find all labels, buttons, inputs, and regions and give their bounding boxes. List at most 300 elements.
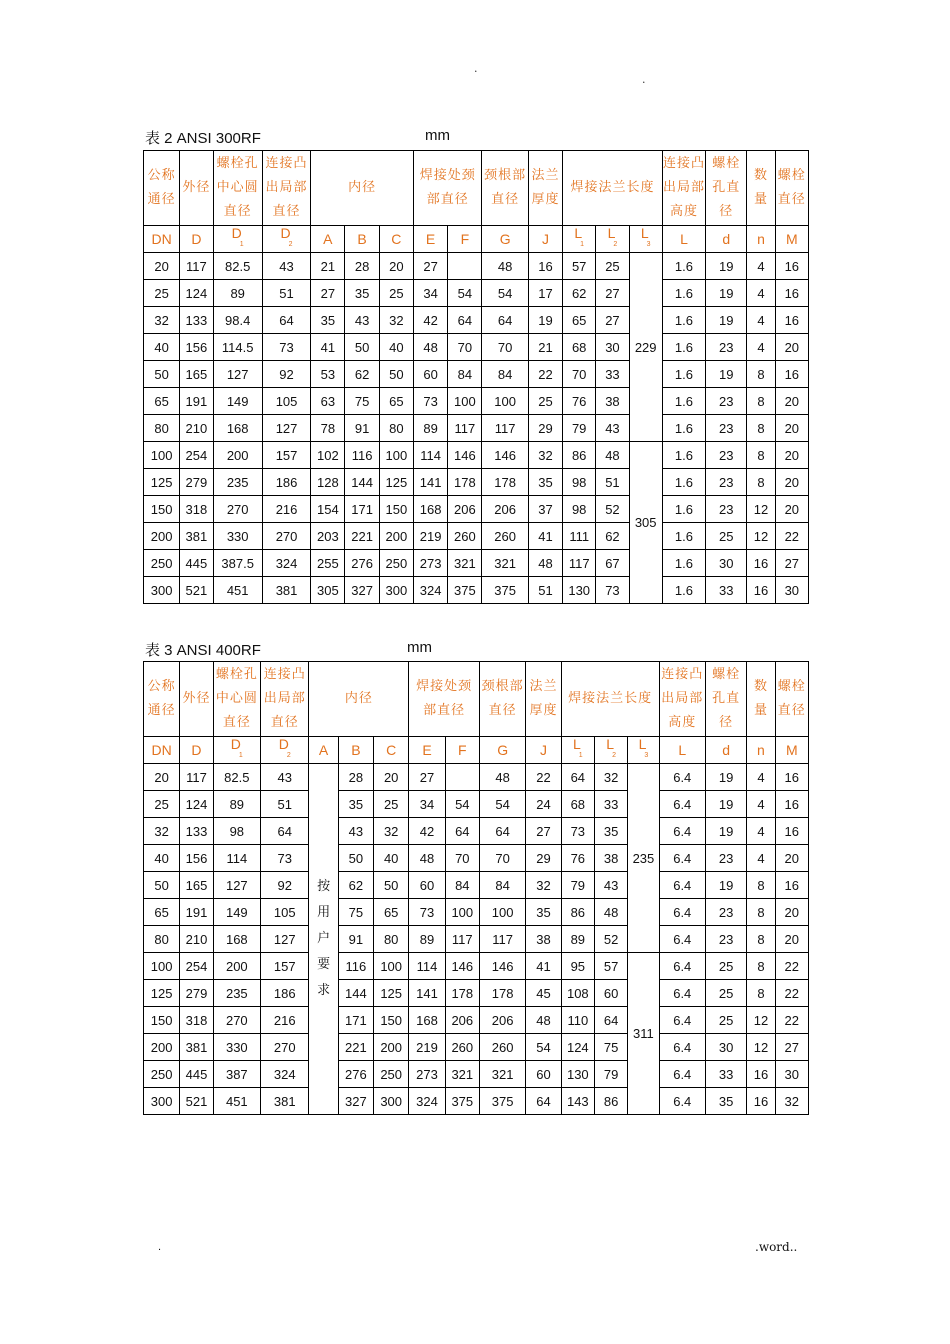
table-cell: 51	[596, 469, 629, 496]
table2-header-row	[144, 151, 809, 226]
table-row	[144, 818, 809, 845]
table-cell: 6.4	[659, 980, 705, 1007]
table-cell: 260	[448, 523, 482, 550]
table-cell: 60	[413, 361, 447, 388]
table-cell: 171	[345, 496, 379, 523]
table-cell: 191	[180, 899, 213, 926]
table-cell: 64	[262, 307, 310, 334]
table-cell: 43	[261, 764, 309, 791]
table-cell: 445	[180, 550, 213, 577]
table-row	[144, 845, 809, 872]
table-cell: 60	[594, 980, 627, 1007]
table-cell: 445	[180, 1061, 213, 1088]
table-cell: 32	[374, 818, 409, 845]
table-cell: 165	[180, 872, 213, 899]
symbol-d2: $D_2$	[261, 737, 309, 764]
table2-symbol-row	[144, 226, 809, 253]
table-cell: 23	[705, 845, 746, 872]
table-cell: 125	[374, 980, 409, 1007]
table-cell: 8	[747, 361, 775, 388]
table-cell: 255	[311, 550, 345, 577]
header-nominal-bore: 公称通径	[144, 151, 180, 226]
table-cell: 324	[262, 550, 310, 577]
table-cell: 20	[775, 899, 808, 926]
table-cell: 117	[180, 253, 213, 280]
table-cell: 6.4	[659, 926, 705, 953]
header-bolt-circle-diameter: 螺栓孔中心圆直径	[213, 151, 262, 226]
header-raised-face-diameter: 连接凸出局部直径	[262, 151, 310, 226]
table-cell: 73	[413, 388, 447, 415]
table-cell: 102	[311, 442, 345, 469]
table-cell: 321	[479, 1061, 525, 1088]
table-row	[144, 307, 809, 334]
table-cell: 25	[144, 791, 180, 818]
table-cell: 12	[747, 1007, 775, 1034]
table-cell: 50	[144, 872, 180, 899]
table-cell: 16	[747, 550, 775, 577]
table-cell: 279	[180, 980, 213, 1007]
table-cell: 50	[144, 361, 180, 388]
table-cell: 62	[563, 280, 596, 307]
table-cell: 20	[775, 442, 808, 469]
table-cell: 64	[448, 307, 482, 334]
table-cell: 57	[563, 253, 596, 280]
table-cell: 48	[482, 253, 528, 280]
table-cell: 34	[409, 791, 445, 818]
header-inner-diameter: 内径	[309, 662, 409, 737]
table-cell: 178	[482, 469, 528, 496]
table-row	[144, 361, 809, 388]
table-cell: 8	[747, 899, 775, 926]
table-row	[144, 280, 809, 307]
table-cell: 73	[561, 818, 594, 845]
table-cell: 200	[144, 523, 180, 550]
table-cell: 146	[445, 953, 479, 980]
table-cell: 260	[445, 1034, 479, 1061]
table-cell: 4	[747, 334, 775, 361]
table-cell: 327	[345, 577, 379, 604]
table-cell: 6.4	[659, 845, 705, 872]
table-cell: 327	[338, 1088, 373, 1115]
header-raised-face-diameter: 连接凸出局部直径	[261, 662, 309, 737]
table-cell: 270	[213, 496, 262, 523]
table-cell: 23	[706, 415, 747, 442]
table-row	[144, 388, 809, 415]
symbol-d: D	[180, 737, 213, 764]
table-cell: 30	[706, 550, 747, 577]
table-cell: 51	[528, 577, 562, 604]
table-cell: 51	[261, 791, 309, 818]
table-cell: 35	[594, 818, 627, 845]
table-cell: 43	[262, 253, 310, 280]
table-cell: 1.6	[662, 361, 705, 388]
table-cell: 30	[775, 577, 808, 604]
table-cell: 30	[596, 334, 629, 361]
table-cell: 23	[706, 469, 747, 496]
table-cell: 133	[180, 818, 213, 845]
table-cell: 80	[374, 926, 409, 953]
table-cell: 254	[180, 442, 213, 469]
table-cell: 6.4	[659, 1034, 705, 1061]
table-cell: 300	[144, 1088, 180, 1115]
table-cell: 273	[413, 550, 447, 577]
table-cell: 178	[448, 469, 482, 496]
symbol-dn: DN	[144, 737, 180, 764]
table-cell: 32	[144, 307, 180, 334]
table-cell: 54	[526, 1034, 561, 1061]
table-cell: 89	[213, 791, 260, 818]
table-cell: 117	[482, 415, 528, 442]
table-cell: 521	[180, 577, 213, 604]
table-cell: 250	[379, 550, 413, 577]
table-cell: 22	[526, 764, 561, 791]
table-cell: 381	[180, 523, 213, 550]
table-cell: 4	[747, 764, 775, 791]
table-cell: 206	[479, 1007, 525, 1034]
table-cell: 110	[561, 1007, 594, 1034]
table-cell: 321	[448, 550, 482, 577]
table-cell: 330	[213, 523, 262, 550]
table-cell: 98	[213, 818, 260, 845]
table-row	[144, 577, 809, 604]
symbol-c: C	[379, 226, 413, 253]
symbol-a: A	[309, 737, 338, 764]
table-cell: 186	[261, 980, 309, 1007]
table-cell: 260	[482, 523, 528, 550]
table-cell: 91	[338, 926, 373, 953]
table-cell: 150	[144, 496, 180, 523]
table-cell: 146	[479, 953, 525, 980]
table-cell: 64	[594, 1007, 627, 1034]
table-cell: 250	[144, 1061, 180, 1088]
table-cell: 80	[144, 415, 180, 442]
table-cell: 27	[596, 307, 629, 334]
table-cell: 62	[338, 872, 373, 899]
table-cell: 32	[594, 764, 627, 791]
table-cell: 12	[747, 496, 775, 523]
table-cell: 37	[528, 496, 562, 523]
table-cell: 48	[596, 442, 629, 469]
table-cell: 4	[747, 307, 775, 334]
table-cell: 80	[379, 415, 413, 442]
table-cell: 52	[596, 496, 629, 523]
header-raised-face-height: 连接凸出局部高度	[659, 662, 705, 737]
table-cell: 125	[144, 980, 180, 1007]
table-cell: 92	[262, 361, 310, 388]
header-quantity: 数量	[747, 151, 775, 226]
table-cell: 105	[262, 388, 310, 415]
table-cell: 86	[594, 1088, 627, 1115]
table-cell: 330	[213, 1034, 260, 1061]
table-cell: 64	[445, 818, 479, 845]
table-cell: 65	[144, 388, 180, 415]
table-cell: 321	[482, 550, 528, 577]
table-cell: 43	[338, 818, 373, 845]
table-cell: 23	[706, 496, 747, 523]
header-bolt-circle-diameter: 螺栓孔中心圆直径	[213, 662, 260, 737]
table-cell: 65	[374, 899, 409, 926]
table-cell: 19	[705, 764, 746, 791]
table-cell: 38	[594, 845, 627, 872]
table-cell: 91	[345, 415, 379, 442]
table-cell: 1.6	[662, 442, 705, 469]
table-cell: 34	[413, 280, 447, 307]
table-cell: 86	[563, 442, 596, 469]
table-cell: 19	[705, 872, 746, 899]
table-cell: 54	[479, 791, 525, 818]
table-cell: 186	[262, 469, 310, 496]
footer-left-mark: .	[158, 1241, 162, 1253]
table-cell: 8	[747, 953, 775, 980]
table-cell: 16	[775, 280, 808, 307]
symbol-b: B	[345, 226, 379, 253]
symbol-l: L	[659, 737, 705, 764]
table-cell: 1.6	[662, 307, 705, 334]
l3-merged-cell: 311	[628, 953, 659, 1115]
table-cell: 216	[261, 1007, 309, 1034]
table-cell: 276	[338, 1061, 373, 1088]
table-cell: 12	[747, 1034, 775, 1061]
table-row	[144, 791, 809, 818]
symbol-c: C	[374, 737, 409, 764]
table-cell: 73	[409, 899, 445, 926]
table-cell: 54	[448, 280, 482, 307]
symbol-d2: $D_2$	[262, 226, 310, 253]
table-cell: 23	[705, 926, 746, 953]
table-cell: 16	[528, 253, 562, 280]
table-cell: 168	[409, 1007, 445, 1034]
table-cell: 200	[213, 953, 260, 980]
table-cell: 20	[144, 764, 180, 791]
table-cell: 78	[311, 415, 345, 442]
table-cell: 89	[213, 280, 262, 307]
header-mark-1: .	[474, 62, 478, 75]
table-cell: 100	[479, 899, 525, 926]
table-cell: 22	[775, 980, 808, 1007]
table-cell: 273	[409, 1061, 445, 1088]
table-cell: 117	[479, 926, 525, 953]
table-cell: 200	[379, 523, 413, 550]
table-cell: 35	[338, 791, 373, 818]
table-cell: 206	[445, 1007, 479, 1034]
table-cell: 114	[409, 953, 445, 980]
table-cell: 65	[563, 307, 596, 334]
table-cell: 79	[561, 872, 594, 899]
table-cell: 35	[345, 280, 379, 307]
header-nominal-bore: 公称通径	[144, 662, 180, 737]
table-cell: 127	[213, 361, 262, 388]
table-cell: 16	[775, 307, 808, 334]
table-cell: 35	[705, 1088, 746, 1115]
header-outer-diameter: 外径	[180, 662, 213, 737]
table3-title: 表 3 ANSI 400RF	[145, 642, 261, 659]
table-cell: 29	[528, 415, 562, 442]
table2-unit: mm	[425, 127, 450, 144]
table-cell: 324	[261, 1061, 309, 1088]
table-cell: 32	[528, 442, 562, 469]
table-cell: 6.4	[659, 791, 705, 818]
table-cell: 100	[448, 388, 482, 415]
table-cell: 4	[747, 845, 775, 872]
table-cell: 157	[262, 442, 310, 469]
table-cell: 146	[482, 442, 528, 469]
table2	[143, 150, 809, 604]
table-cell: 125	[144, 469, 180, 496]
table-cell: 1.6	[662, 523, 705, 550]
table-cell: 210	[180, 926, 213, 953]
symbol-f: F	[445, 737, 479, 764]
symbol-d1: $D_1$	[213, 226, 262, 253]
table-cell: 100	[379, 442, 413, 469]
symbol-e: E	[413, 226, 447, 253]
table-cell: 75	[338, 899, 373, 926]
table-cell: 25	[705, 1007, 746, 1034]
symbol-l2: $L_2$	[596, 226, 629, 253]
symbol-l3: $L_3$	[629, 226, 662, 253]
table-cell: 63	[311, 388, 345, 415]
table-cell: 27	[596, 280, 629, 307]
table-cell: 89	[561, 926, 594, 953]
table-cell: 144	[338, 980, 373, 1007]
table-cell: 24	[526, 791, 561, 818]
table-row	[144, 253, 809, 280]
table-cell: 54	[445, 791, 479, 818]
table-cell: 168	[213, 926, 260, 953]
table3-unit: mm	[407, 639, 432, 656]
table-cell: 114	[413, 442, 447, 469]
table-cell: 157	[261, 953, 309, 980]
table-cell: 29	[526, 845, 561, 872]
symbol-bolt-hole-d: d	[705, 737, 746, 764]
table-cell: 84	[448, 361, 482, 388]
table-row	[144, 980, 809, 1007]
table-cell: 54	[482, 280, 528, 307]
table-row	[144, 926, 809, 953]
symbol-n: n	[747, 737, 775, 764]
symbol-g: G	[479, 737, 525, 764]
table-cell: 168	[413, 496, 447, 523]
table-cell: 41	[311, 334, 345, 361]
table3-header-row	[144, 662, 809, 737]
table-cell: 451	[213, 577, 262, 604]
table-cell: 149	[213, 899, 260, 926]
symbol-j: J	[528, 226, 562, 253]
table-cell: 35	[528, 469, 562, 496]
table-cell: 38	[526, 926, 561, 953]
symbol-m: M	[775, 737, 808, 764]
table-cell: 381	[262, 577, 310, 604]
table-cell: 27	[775, 1034, 808, 1061]
table-row	[144, 1088, 809, 1115]
table-cell: 73	[261, 845, 309, 872]
table-cell: 70	[479, 845, 525, 872]
table-cell: 20	[775, 496, 808, 523]
table-cell: 276	[345, 550, 379, 577]
table-cell: 27	[775, 550, 808, 577]
table-cell: 19	[706, 307, 747, 334]
table-cell: 40	[379, 334, 413, 361]
table-cell: 4	[747, 818, 775, 845]
table-cell: 25	[596, 253, 629, 280]
symbol-j: J	[526, 737, 561, 764]
table-row	[144, 550, 809, 577]
symbol-l: L	[662, 226, 705, 253]
header-inner-diameter: 内径	[311, 151, 414, 226]
table-row	[144, 442, 809, 469]
table-cell: 38	[596, 388, 629, 415]
table-cell: 200	[374, 1034, 409, 1061]
table-cell: 76	[561, 845, 594, 872]
table-cell: 70	[563, 361, 596, 388]
table-row	[144, 1061, 809, 1088]
table-cell: 381	[261, 1088, 309, 1115]
table-cell: 6.4	[659, 1088, 705, 1115]
table-cell: 32	[144, 818, 180, 845]
table-cell: 117	[445, 926, 479, 953]
table-row	[144, 899, 809, 926]
table-cell: 50	[374, 872, 409, 899]
table-cell: 125	[379, 469, 413, 496]
symbol-d1: $D_1$	[213, 737, 260, 764]
table-cell: 22	[775, 523, 808, 550]
table-cell: 150	[374, 1007, 409, 1034]
table-cell: 98	[563, 469, 596, 496]
table-cell: 387	[213, 1061, 260, 1088]
table-cell: 6.4	[659, 1061, 705, 1088]
table-cell: 100	[482, 388, 528, 415]
symbol-bolt-hole-d: d	[706, 226, 747, 253]
l3-merged-cell: 305	[629, 442, 662, 604]
table-cell: 4	[747, 791, 775, 818]
table-row	[144, 872, 809, 899]
table-cell: 324	[413, 577, 447, 604]
table-cell: 25	[705, 953, 746, 980]
table-cell: 68	[563, 334, 596, 361]
table-cell: 17	[528, 280, 562, 307]
table-cell: 8	[747, 415, 775, 442]
table-cell: 318	[180, 496, 213, 523]
table-cell: 84	[445, 872, 479, 899]
table-cell: 387.5	[213, 550, 262, 577]
table-cell: 16	[747, 1088, 775, 1115]
table-cell: 133	[180, 307, 213, 334]
table-row	[144, 469, 809, 496]
table-cell: 143	[561, 1088, 594, 1115]
table-cell: 19	[706, 280, 747, 307]
table-cell: 178	[479, 980, 525, 1007]
a-column-note: 按用户要求	[317, 879, 331, 998]
table-cell: 79	[563, 415, 596, 442]
header-bolt-diameter: 螺栓直径	[775, 662, 808, 737]
table-cell: 1.6	[662, 388, 705, 415]
table-cell: 235	[213, 469, 262, 496]
table-cell: 89	[413, 415, 447, 442]
table-cell: 318	[180, 1007, 213, 1034]
table-cell: 8	[747, 442, 775, 469]
table-cell: 43	[596, 415, 629, 442]
table-cell: 70	[448, 334, 482, 361]
table-cell: 6.4	[659, 872, 705, 899]
table3	[143, 661, 809, 1115]
header-flange-length: 焊接法兰长度	[563, 151, 663, 226]
table-cell: 28	[338, 764, 373, 791]
header-bolt-diameter: 螺栓直径	[775, 151, 808, 226]
table-row	[144, 1034, 809, 1061]
table-cell: 108	[561, 980, 594, 1007]
table-cell: 22	[775, 1007, 808, 1034]
table-cell: 270	[262, 523, 310, 550]
header-hub-base-diameter: 颈根部直径	[482, 151, 528, 226]
